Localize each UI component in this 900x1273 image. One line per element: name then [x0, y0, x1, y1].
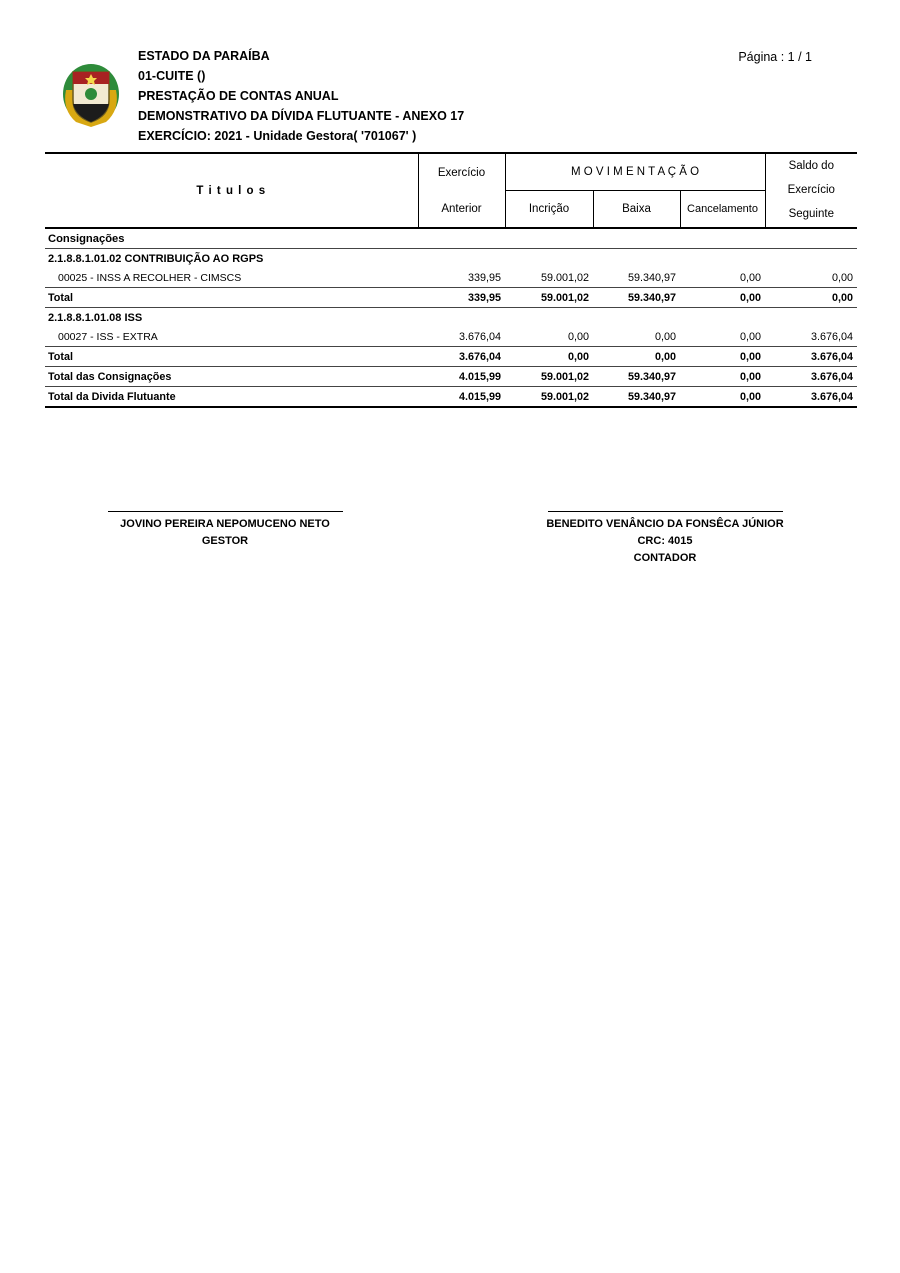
column-header-cancelamento: Cancelamento — [680, 190, 765, 228]
saldo-label-2: Exercício — [787, 183, 835, 196]
entity-name: 01-CUITE () — [138, 69, 206, 83]
row-title: Total — [45, 288, 418, 308]
value-cell: 0,00 — [765, 268, 857, 288]
document-header — [0, 0, 900, 146]
signature-area — [0, 511, 900, 567]
signature-block-contador — [500, 511, 830, 567]
contador-crc: CRC: 4015 — [637, 535, 693, 547]
saldo-label-3: Seguinte — [788, 207, 834, 220]
row-title: Total — [45, 347, 418, 367]
value-cell: 0,00 — [680, 367, 765, 387]
column-header-baixa: Baixa — [593, 190, 680, 228]
value-cell: 4.015,99 — [418, 367, 505, 387]
debt-table — [45, 152, 857, 408]
anterior-label: Anterior — [441, 202, 482, 215]
value-cell: 59.001,02 — [505, 367, 593, 387]
coat-of-arms-icon — [54, 60, 128, 128]
table-row — [45, 308, 857, 328]
contador-name: BENEDITO VENÂNCIO DA FONSÊCA JÚNIOR — [546, 518, 784, 530]
value-cell: 59.340,97 — [593, 367, 680, 387]
row-title: Total da Divida Flutuante — [45, 387, 418, 408]
row-title: 00025 - INSS A RECOLHER - CIMSCS — [45, 268, 418, 288]
signature-line — [108, 511, 343, 512]
value-cell: 339,95 — [418, 288, 505, 308]
value-cell: 0,00 — [680, 387, 765, 408]
coat-of-arms-logo — [54, 60, 128, 128]
value-cell: 0,00 — [765, 288, 857, 308]
column-header-movimentacao: M O V I M E N T A Ç Ã O — [505, 153, 765, 190]
column-header-titulos: T i t u l o s — [196, 184, 267, 197]
value-cell: 0,00 — [505, 347, 593, 367]
row-title: 00027 - ISS - EXTRA — [45, 327, 418, 347]
value-cell: 4.015,99 — [418, 387, 505, 408]
report-exercise: EXERCÍCIO: 2021 - Unidade Gestora( '701067' ) — [138, 129, 417, 143]
exercicio-label: Exercício — [437, 166, 486, 179]
value-cell: 3.676,04 — [418, 347, 505, 367]
value-cell: 3.676,04 — [765, 367, 857, 387]
contador-role: CONTADOR — [633, 552, 697, 564]
value-cell: 59.001,02 — [505, 387, 593, 408]
table-row — [45, 327, 857, 347]
value-cell: 0,00 — [680, 268, 765, 288]
table-body — [45, 228, 857, 407]
report-category: PRESTAÇÃO DE CONTAS ANUAL — [138, 89, 339, 103]
value-cell: 0,00 — [680, 288, 765, 308]
row-title: Consignações — [45, 228, 418, 249]
value-cell: 59.001,02 — [505, 288, 593, 308]
row-title: 2.1.8.8.1.01.08 ISS — [48, 312, 143, 324]
gestor-role: GESTOR — [201, 535, 249, 547]
value-cell: 3.676,04 — [765, 347, 857, 367]
value-cell: 0,00 — [593, 347, 680, 367]
gestor-name: JOVINO PEREIRA NEPOMUCENO NETO — [120, 518, 330, 530]
column-header-incricao: Incrição — [528, 202, 570, 215]
value-cell: 0,00 — [680, 327, 765, 347]
value-cell: 0,00 — [680, 347, 765, 367]
table-row — [45, 367, 857, 387]
value-cell: 59.001,02 — [505, 268, 593, 288]
page-number: Página : 1 / 1 — [738, 50, 812, 64]
table-row — [45, 288, 857, 308]
table-row — [45, 387, 857, 408]
table-header — [45, 153, 857, 228]
value-cell: 59.340,97 — [593, 268, 680, 288]
value-cell: 0,00 — [593, 327, 680, 347]
value-cell: 3.676,04 — [765, 387, 857, 408]
table-row — [45, 347, 857, 367]
value-cell: 339,95 — [418, 268, 505, 288]
value-cell: 59.340,97 — [593, 387, 680, 408]
table-row — [45, 228, 857, 249]
report-title: DEMONSTRATIVO DA DÍVIDA FLUTUANTE - ANEXO 17 — [138, 109, 465, 123]
table-row — [45, 268, 857, 288]
column-header-exercicio-anterior — [418, 153, 505, 228]
value-cell: 3.676,04 — [418, 327, 505, 347]
saldo-label-1: Saldo do — [788, 159, 834, 172]
state-name: ESTADO DA PARAÍBA — [138, 49, 270, 63]
row-title: 2.1.8.8.1.01.02 CONTRIBUIÇÃO AO RGPS — [48, 253, 264, 265]
value-cell: 3.676,04 — [765, 327, 857, 347]
signature-block-gestor — [75, 511, 375, 567]
signature-line — [548, 511, 783, 512]
row-title: Total das Consignações — [45, 367, 418, 387]
table-row — [45, 249, 857, 269]
column-header-saldo-seguinte — [765, 153, 857, 228]
value-cell: 0,00 — [505, 327, 593, 347]
value-cell: 59.340,97 — [593, 288, 680, 308]
